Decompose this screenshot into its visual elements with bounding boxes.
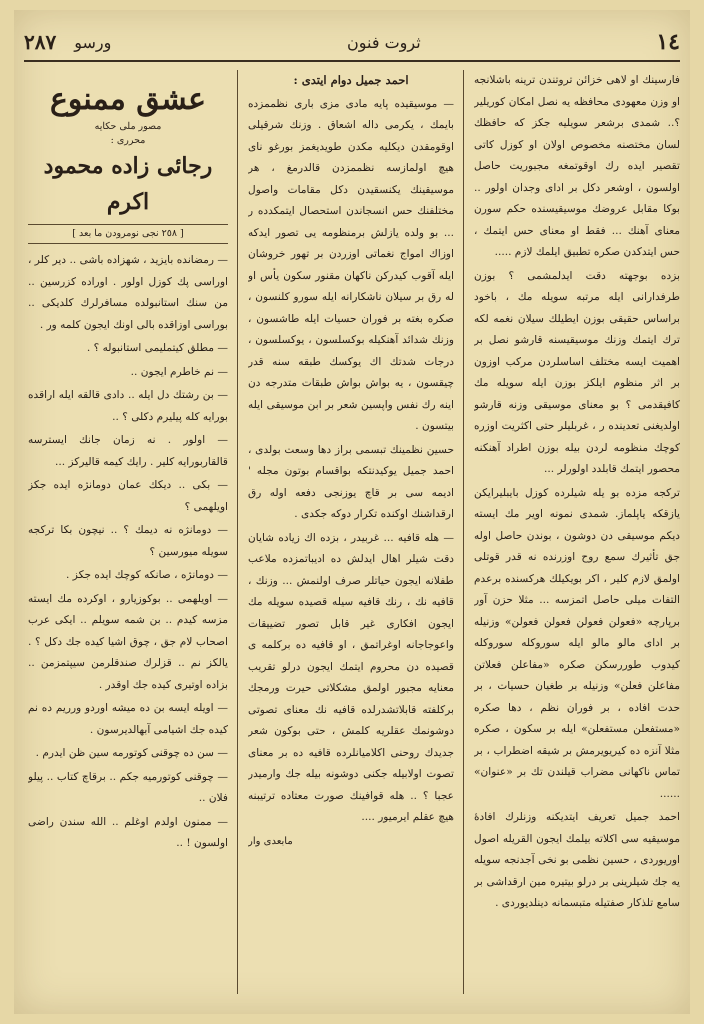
column2-paragraph: حسين نظمينك تبسمى براز دها وسعت بولدى ، احمد جميل يوكيدنتكه بواقسام بوتون مجله ' اديمه سى بر قاچ يوزنجى دفعه اوله رق ارقداشنك اوكنده تكرار دوكه جكدى . <box>248 443 454 520</box>
column1-paragraph: احمد جميل تعريف ايتديكنه وزنلرك افادۀ موسيقيه سى اكلاته بيلمك ايجون القريله اصول اوريوردى ، حسين نظمى بو نخى آجدنجه سويله يه جك شيلرينى بر درلو بيتيره مين ارقداشى بر سامع تلذكار صفتيله متبسمانه دينلديوردى . <box>474 811 680 909</box>
continuation-note: [ ٢٥٨ نجى نومرودن ما بعد ] <box>28 224 228 244</box>
column2-paragraph: — هله قافيه ... غربيدر ، بزده اك زياده شايان دقت شيلر اهال ايدلش ده اديباتمزده ملاعب طفلانه ايجون حياتلر صرف اولنمش ... وزنك ، قافيه نك ، رنك قافيه سيله قصيده سويله مك ايجون افكارى غير قابل تصور تضييقات واعوجاجانه اوغراتمق ، او قافيه ده بركلمه ى قصيده دن محروم ايتمك ايجون درلو تقريب معنايه مجبور اولمق مشكلاتى حيرت ورمجك بركلفته قابلاتشدرلده قافيه نك معناى تصوتى دوشونمك عقلريه كلمش ، حتى بوكون شعر جديدك روحنى اكلاميانلرده قافيه ده بر معناى تصوت اولابيله جكنى دوشونه بيله جك وارميدر عجبا ؟ .. هله قوافينك صورت معتاده ترتيبنه هيچ عقلم ايرميور .... <box>248 531 454 823</box>
issue-info <box>24 30 111 54</box>
header-divider <box>24 60 680 62</box>
dialogue-line: — اويلهمى .. بوكوزيارو ، اوكرده مك ايسته مزسه كيدم .. بن شمه سويلم .. ايكى عرب اصحاب لام جق ، چوق اشيا كيده جك دكل ؟ . يالكز نم .. قزلرك صندقلرمن سيپتمزمن .. بزاده اوتيرى كيده جك اوقدر . <box>28 592 228 691</box>
story-genre: مصور ملى حكايه <box>94 121 162 132</box>
dialogue-line: — دومانژه نه ديمك ؟ .. نيچون بكا تركجه سويله ميورسين ؟ <box>28 524 228 558</box>
column-right <box>474 70 680 998</box>
dialogue-line: — سن ده چوقنى كوتورمه سين ظن ايدرم . <box>35 747 228 759</box>
story-title: عشق ممنوع <box>50 82 206 117</box>
journal-name: ثروت فنون <box>347 32 421 52</box>
column-left <box>28 70 228 998</box>
dialogue-line: — مطلق كيتمليمى استانبوله ؟ . <box>86 342 228 354</box>
section-title: احمد جميل دوام ايتدى : <box>293 73 409 87</box>
author-label: محررى : <box>110 135 146 146</box>
dialogue-line: — ممنون اولدم اوغلم .. الله سندن راضى اولسون ! .. <box>28 815 228 849</box>
volume-label: ورسو <box>74 32 112 52</box>
dialogue-line: — نم خاطرم ايجون .. <box>130 365 228 378</box>
page-header <box>24 28 680 56</box>
dialogue-line: — اولور . نه زمان جانك ايسترسه قالقاربورايه كلير . رايك كيمه قاليركز ... <box>28 434 228 468</box>
author-name: رجائى زاده محمود اكرم <box>43 153 213 215</box>
column2-paragraph: — موسيقيده پايه مادى مزى بارى نظممزده بایمك ، يكرمى داله اشعاق . وزنك شرقيلى اوقومقدن ديكليه مكدن طويديغمز بورغو ناى هيچ اولمازسه نظممزدن قالدرمغ ، هر موسيقينك يكنسقيدن دكل مقامات واصول مختلفنك حس انسجاندن استحصال ايتمكدده ر ... بو ولده يازلش برمنظومه يى تصور ايدكه اوزاك امواج نغماتى اوزردن بر تهور خروشان ايله آقوب كيدركن ناكهان مقنور سكون يأس او له رق بر سيلان ناشكارانه ايله سورو كلنسون ، صكره بغته بر فوران حسيات ايله طاشسون ، وزنك شدائد آهنكيله بوكسلسون ، يوكسلسون ، درجات شدتك اك يوكسك طبقه سنه قدر چيقسون ، يه بواش بواش طبقات متدرجه دن اينه رك نفس واپسين شعر بر ابن موسيقى ايله بيتسون . <box>248 97 454 432</box>
column-middle <box>248 70 454 998</box>
story-masthead <box>28 80 228 244</box>
page-number: ١٤ <box>656 29 680 55</box>
dialogue-line: — بكى .. ديكك عمان دومانژه ايده جكز اويلهمى ؟ <box>28 479 228 513</box>
dialogue-line: — دومانژه ، صانكه كوچك ايده جكز . <box>66 569 228 581</box>
column1-paragraph: تركجه مزده بو يله شيلرده كوزل بايبليرايكن يازقكه ياپلماز. شمدى نمونه اوير مك ايسته ديكم موسيقى دن دوشون ، بوندن حاصل اوله جق تأثيرك سمع روح اوزرنده نه قدر قوتلى اولمق لازم كلير ، اكر بويكيلك هركسنده برعدم التفات ميلى حاصل اتمزسه ... مثلا حزن آور برپارچه «فعولن فعولن فعولن فعولن» وزنيله بر اداى مالو مالو ايله سوروكله سوروكله كيدوب طوررسكن صكره «مفاعلن فعلاتن مفاعلن فعلن» وزنيله بر طغيان حسيات ، بر حدت افاده ، بر فوران نظم ، دها صكره «مستفعلن مستفعلن» ايله بر سكون ، صكره مثلا آنزه ده كيريويرمش بر شيقه اضطراب ، بر تماس ناكهانى مضراب قيلندن تك بر «عنوان» ...... <box>474 486 680 800</box>
newspaper-page <box>14 10 690 1014</box>
dialogue-line: — چوقنى كوتورميه جكم .. برقاچ كتاب .. پيلو فلان .. <box>28 770 228 804</box>
dialogue-line: — رمضانده بایزید ، شهزاده باشى .. دير كلر ، اوراسى پك كوزل اولور . اوراده كزرسين .. من سنك استانبولده مسافرلرك كلديكى .. بوراسى اوزاقده بالى اونك ايجون كلمه ور . <box>28 254 228 331</box>
continued-note: مابعدى وار <box>248 835 293 847</box>
column-divider-2 <box>237 70 238 994</box>
column1-paragraph: فارسينك او لاهى خزائن تروتندن ترينه باشلانجه او وزن معهودى محافظه يه نصل امكان كوريلير ؟.. شمدى برشعر سويليه جكز كه حافظك لسان مختصنه مخصوص اولان او كوزل كاتى تقصير ايده رك اوقوتمغه مجبوريت حاصل اولسون ، اوشعر دكل بر اداى وجدان اولور .. بوكا مقابل عروضك موسيقيسنده حكم سورن معناى آهنك ... فقط او معناى حس ايتمك ، حس ايتدكدن صكره تطبيق ايلمك لازم ..... <box>474 74 680 258</box>
dialogue-line: — اويله ايسه بن ده ميشه اوردو ورريم ده نم كيده جك اشيامى آبهالديرسون . <box>28 702 228 736</box>
dialogue-line: — بن رشتك دل ايله .. دادى قالقه ايله اراقده بورايه كله پيليرم دكلى ؟ .. <box>28 389 228 423</box>
column1-paragraph: بزده بوجهته دقت ايدلمشمى ؟ بوزن طرفدارانى ايله مرتبه سويله مك ، باخود براساس حقيقى بوزن ايطيلك سيلان نغمه لكه ترك ايتمك وزنك موسيقيسنه قارشو نصل بر اهميت ايسه مختلف اساسلردن مركب اوزون بر اثر منظوم ايلكز بوزن ايله سويله مك كافيقدمى ؟ بو معناى موسيقى وزنه قارشو اولديغنى تعدينده ر ، غربليلر حتى اكثريت اوزره كوچك منظومه لردن بيله بوزن اطراد آهنكنه محصور ايتمك قابلدد اولورلر ... <box>474 269 680 475</box>
column-divider-1 <box>463 70 464 994</box>
issue-number: ٢٨٧ <box>24 30 57 54</box>
